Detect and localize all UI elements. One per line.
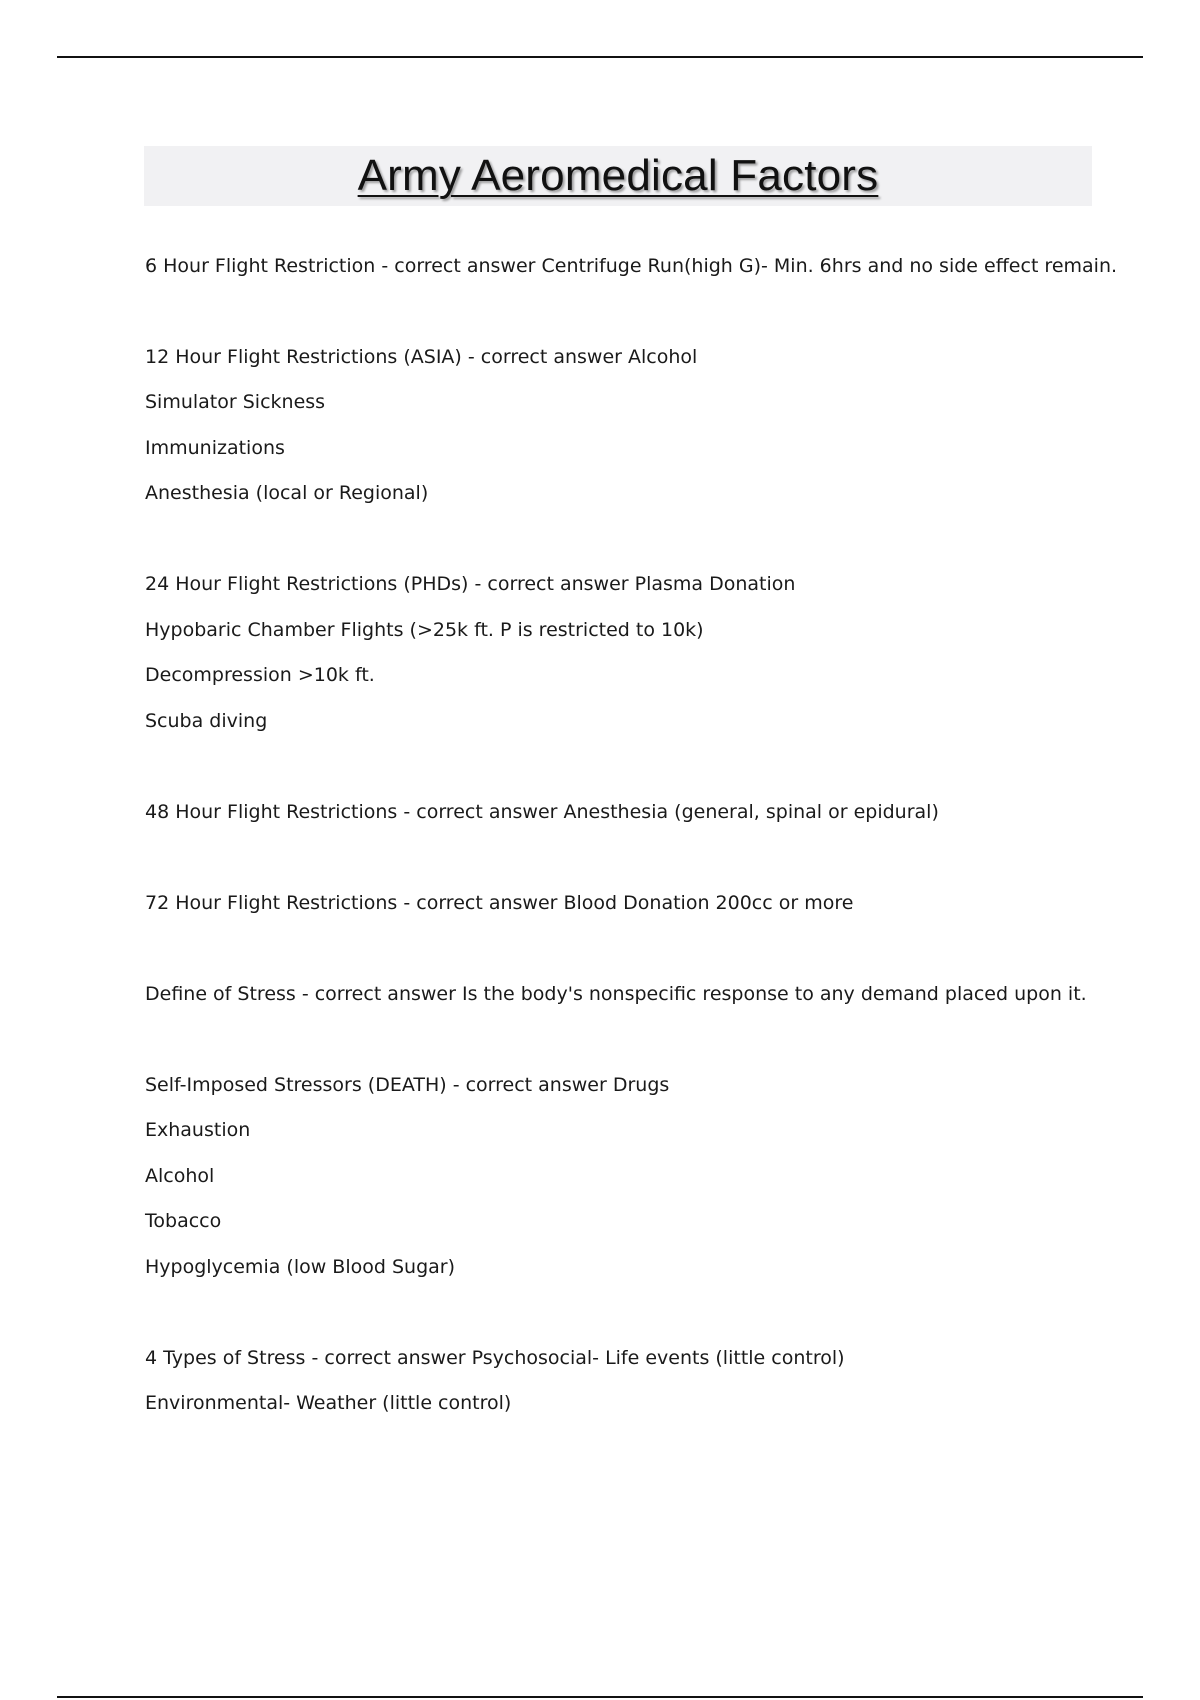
text-line: Exhaustion [145,1119,251,1141]
text-line: Alcohol [145,1165,215,1187]
text-line: 12 Hour Flight Restrictions (ASIA) - correct answer Alcohol [145,346,698,368]
text-line: 24 Hour Flight Restrictions (PHDs) - correct answer Plasma Donation [145,573,796,595]
text-line: Environmental- Weather (little control) [145,1392,512,1414]
page-title: Army Aeromedical Factors [357,151,879,200]
text-line: Self-Imposed Stressors (DEATH) - correct answer Drugs [145,1074,670,1096]
text-line: Anesthesia (local or Regional) [145,482,429,504]
text-line: Simulator Sickness [145,391,326,413]
text-line: Define of Stress - correct answer Is the body's nonspecific response to any demand placed upon it. [145,983,1087,1005]
text-line: 72 Hour Flight Restrictions - correct answer Blood Donation 200cc or more [145,892,854,914]
text-line: Hypobaric Chamber Flights (>25k ft. P is restricted to 10k) [145,619,704,641]
text-line: Scuba diving [145,710,268,732]
text-line: Tobacco [145,1210,222,1232]
text-line: 48 Hour Flight Restrictions - correct answer Anesthesia (general, spinal or epidural) [145,801,939,823]
text-line: Decompression >10k ft. [145,664,375,686]
top-rule [57,56,1143,58]
text-line: 4 Types of Stress - correct answer Psychosocial- Life events (little control) [145,1347,845,1369]
text-line: 6 Hour Flight Restriction - correct answer Centrifuge Run(high G)- Min. 6hrs and no side effect remain. [145,255,1118,277]
text-line: Immunizations [145,437,285,459]
bottom-rule [57,1696,1143,1698]
text-line: Hypoglycemia (low Blood Sugar) [145,1256,455,1278]
title-band [144,146,1092,206]
